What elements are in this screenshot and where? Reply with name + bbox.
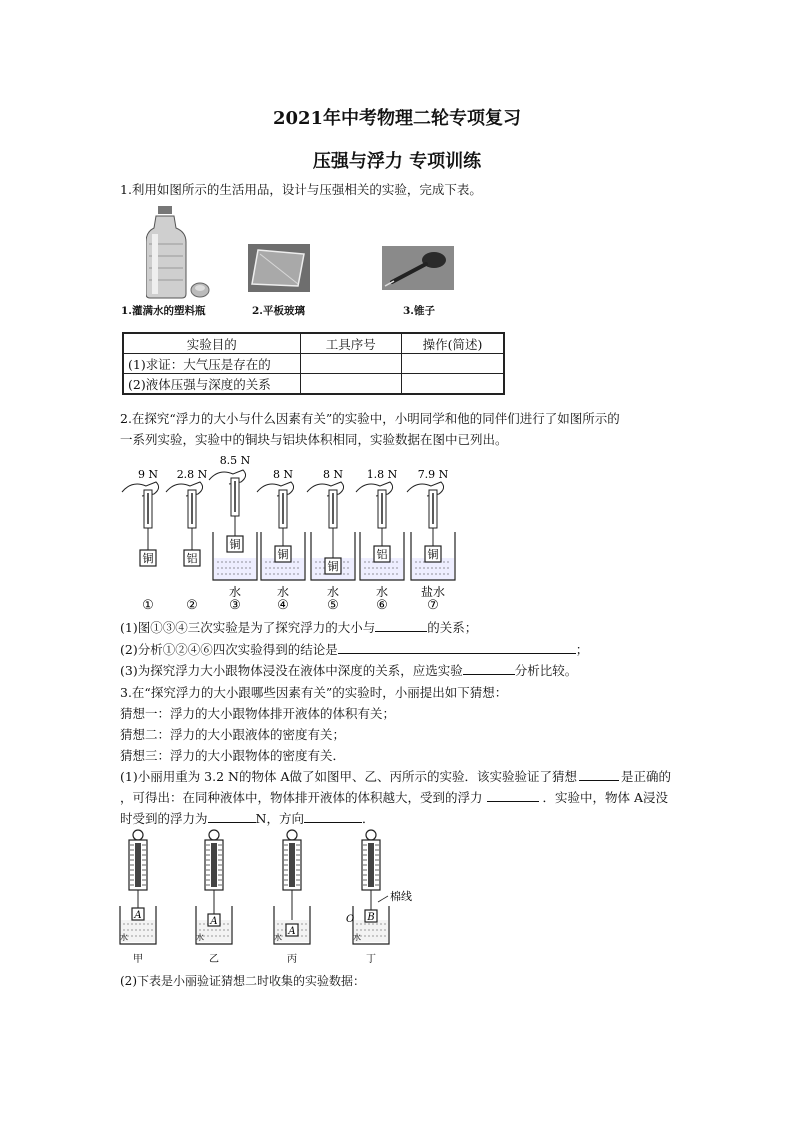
table-cell: (2)液体压强与深度的关系 — [123, 374, 300, 395]
q2-experiment-figure — [116, 450, 466, 614]
q3-intro: 3.在“探究浮力的大小跟哪些因素有关”的实验时，小丽提出如下猜想： — [120, 685, 508, 700]
figure-label: 丙 — [287, 954, 297, 965]
table-header-cell: 操作(简述) — [401, 333, 504, 354]
table-header-cell: 工具序号 — [300, 333, 401, 354]
table-cell[interactable] — [300, 374, 401, 395]
spring-scale — [122, 482, 159, 536]
caption-glass: 2.平板玻璃 — [252, 305, 305, 317]
spring-scale — [307, 482, 344, 536]
table-row — [123, 354, 504, 374]
q3-sub1-text-b: 是正确的 — [620, 769, 671, 784]
q2-sub3-text-a: (3)为探究浮力大小跟物体浸没在液体中深度的关系，应选实验 — [120, 663, 463, 678]
liquid-label: 盐水 — [420, 585, 446, 599]
scale-ring — [209, 830, 219, 840]
experiment-number: ⑥ — [376, 598, 388, 613]
liquid-label: 水 — [228, 585, 242, 599]
reading-label: 8.5 N — [219, 454, 251, 467]
table-cell[interactable] — [300, 354, 401, 374]
answer-blank[interactable] — [463, 662, 515, 675]
block-label: 铜 — [327, 560, 339, 573]
experiment-number: ③ — [229, 598, 241, 613]
reading-label: 9 N — [137, 468, 159, 481]
water-label: 水 — [353, 933, 361, 942]
q2-sub1-text-a: (1)图①③④三次实验是为了探究浮力的大小与 — [120, 620, 376, 635]
answer-blank[interactable] — [487, 789, 539, 802]
q3-sub1-text-c: ，可得出：在同种液体中，物体排开液体的体积越大，受到的浮力 — [120, 790, 483, 805]
answer-blank[interactable] — [579, 768, 619, 781]
spring-scale — [407, 482, 444, 536]
table-cell[interactable] — [401, 354, 504, 374]
reading-label: 8 N — [272, 468, 294, 481]
answer-blank[interactable] — [208, 810, 256, 823]
block-label: B — [367, 912, 375, 923]
q3-sub2: (2)下表是小丽验证猜想二时收集的实验数据： — [120, 974, 365, 988]
spring-scale — [209, 470, 246, 524]
leader-line — [378, 896, 388, 902]
awl-image — [382, 246, 454, 290]
water-label: 水 — [120, 933, 128, 942]
block-label: A — [210, 916, 218, 927]
block-label: 铜 — [142, 552, 154, 565]
scale-track — [135, 843, 141, 887]
experiment-table — [122, 332, 505, 395]
page-subtitle: 压强与浮力 专项训练 — [312, 151, 482, 172]
figure-label: 甲 — [133, 954, 143, 965]
q3-sub1-text-a: (1)小丽用重为 3.2 N的物体 A做了如图甲、乙、丙所示的实验．该实验验证了猜想 — [120, 769, 577, 784]
o-mark: O — [346, 914, 355, 925]
table-header-cell: 实验目的 — [123, 333, 300, 354]
hand-icon — [166, 482, 203, 496]
q3-guess1: 猜想一：浮力的大小跟物体排开液体的体积有关； — [120, 706, 396, 721]
reading-label: 8 N — [322, 468, 344, 481]
q3-guess3: 猜想三：浮力的大小跟物体的密度有关． — [120, 748, 346, 763]
block-label: A — [134, 910, 142, 921]
scale-track — [289, 843, 295, 887]
experiment-number: ① — [142, 598, 154, 613]
q2-sub3 — [120, 661, 577, 679]
scale-ring — [287, 830, 297, 840]
experiment-number: ⑦ — [427, 598, 439, 613]
q2-sub2-text-a: (2)分析①②④⑥四次实验得到的结论是 — [120, 642, 338, 657]
spring-scale — [356, 482, 393, 536]
hand-icon — [257, 482, 294, 496]
scale-ring — [366, 830, 376, 840]
answer-blank[interactable] — [375, 619, 427, 632]
hand-icon — [356, 482, 393, 496]
q3-guess2: 猜想二：浮力的大小跟液体的密度有关； — [120, 727, 346, 742]
table-cell: (1)求证：大气压是存在的 — [123, 354, 300, 374]
block-label: 铜 — [427, 548, 439, 561]
answer-blank[interactable] — [304, 810, 362, 823]
block-label: 铜 — [229, 538, 241, 551]
q3-sub1-text-g: ． — [361, 811, 375, 826]
block-label: 铝 — [376, 548, 388, 561]
q3-sub1-line1 — [120, 767, 671, 785]
q3-sub1-text-f: N，方向 — [255, 811, 304, 826]
reading-label: 7.9 N — [417, 468, 449, 481]
q2-sub1-text-b: 的关系； — [427, 620, 478, 635]
liquid-label: 水 — [326, 585, 340, 599]
q2-sub2 — [120, 640, 588, 658]
experiment-number: ⑤ — [327, 598, 339, 613]
bottle-image — [146, 204, 212, 300]
spring-scale — [166, 482, 203, 536]
q2-sub2-text-b: ； — [575, 642, 589, 657]
q2-sub1 — [120, 618, 477, 636]
hand-icon — [307, 482, 344, 496]
reading-label: 1.8 N — [366, 468, 398, 481]
glass-plate-image — [248, 244, 310, 292]
answer-blank[interactable] — [338, 641, 576, 654]
q3-sub1-text-d: ．实验中，物体 A浸没 — [542, 790, 669, 805]
table-header-row — [123, 333, 504, 354]
scale-ring — [133, 830, 143, 840]
thread-label: 棉线 — [390, 890, 412, 903]
scale-track — [211, 843, 217, 887]
spring-scale — [257, 482, 294, 536]
liquid — [214, 558, 256, 580]
experiment-number: ② — [186, 598, 198, 613]
q3-experiment-figure — [116, 828, 426, 968]
water-label: 水 — [274, 933, 282, 942]
caption-bottle: 1.灌满水的塑料瓶 — [121, 305, 206, 317]
block-label: 铜 — [277, 548, 289, 561]
block-label: 铝 — [186, 552, 198, 565]
q3-sub1-line2 — [120, 788, 668, 806]
table-cell[interactable] — [401, 374, 504, 395]
table-row — [123, 374, 504, 395]
figure-label: 乙 — [209, 954, 219, 965]
q2-line2: 一系列实验，实验中的铜块与铝块体积相同，实验数据在图中已列出。 — [120, 432, 508, 447]
hand-icon — [122, 482, 159, 496]
q3-sub1-line3 — [120, 809, 374, 827]
scale-track — [368, 843, 374, 887]
liquid-label: 水 — [276, 585, 290, 599]
figure-label: 丁 — [366, 954, 376, 965]
caption-awl: 3.锥子 — [403, 305, 435, 317]
reading-label: 2.8 N — [176, 468, 208, 481]
page-title: 2021年中考物理二轮专项复习 — [272, 108, 522, 129]
q2-sub3-text-b: 分析比较。 — [514, 663, 578, 678]
q2-line1: 2.在探究“浮力的大小与什么因素有关”的实验中，小明同学和他的同伴们进行了如图所示的 — [120, 411, 620, 426]
q3-sub1-text-e: 时受到的浮力为 — [120, 811, 208, 826]
block-label: A — [288, 926, 296, 937]
hand-icon — [209, 470, 246, 484]
hand-icon — [407, 482, 444, 496]
water-label: 水 — [196, 933, 204, 942]
q1-text: 1.利用如图所示的生活用品，设计与压强相关的实验，完成下表。 — [120, 182, 482, 197]
experiment-number: ④ — [277, 598, 289, 613]
liquid-label: 水 — [375, 585, 389, 599]
